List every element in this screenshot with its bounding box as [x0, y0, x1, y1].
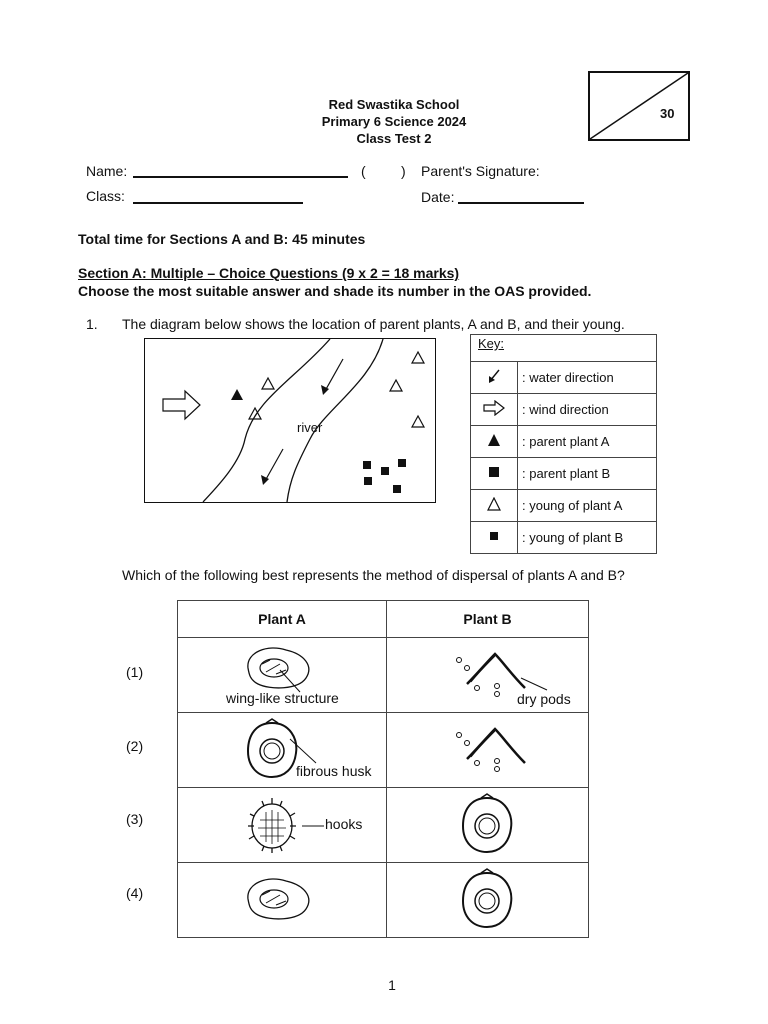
- index-paren-close: ): [401, 163, 406, 179]
- location-diagram: [144, 338, 436, 503]
- river-label: river: [297, 420, 323, 435]
- key-row: [471, 458, 657, 490]
- key-label: : parent plant A: [518, 426, 657, 458]
- wind-arrow-icon: [163, 391, 200, 419]
- winged-seed-icon: [240, 873, 320, 927]
- name-field[interactable]: [133, 176, 348, 178]
- young-plant-a-marker: [390, 380, 402, 391]
- key-table: [470, 334, 657, 554]
- hooked-fruit-icon: [240, 792, 304, 856]
- key-row: [471, 522, 657, 554]
- dry-pod-icon: [447, 719, 547, 779]
- key-label: : parent plant B: [518, 458, 657, 490]
- fibrous-fruit-icon: [455, 867, 519, 931]
- parent-plant-a-marker: [231, 389, 243, 400]
- index-paren-open: (: [361, 163, 366, 179]
- class-field[interactable]: [133, 202, 303, 204]
- option-label[interactable]: (4): [126, 885, 144, 901]
- school-name: Red Swastika School: [328, 97, 460, 112]
- option-1-plant-b: [387, 638, 589, 713]
- key-row: [471, 426, 657, 458]
- young-plant-b-marker: [393, 485, 401, 493]
- key-row: [471, 362, 657, 394]
- date-label: Date:: [421, 189, 455, 205]
- key-header-cell: [471, 335, 657, 362]
- score-box: [588, 71, 690, 141]
- young-plant-a-marker: [412, 352, 424, 363]
- option-1-plant-a: [178, 638, 387, 713]
- option-3-plant-a: [178, 788, 387, 863]
- wind-arrow-icon: [471, 394, 518, 426]
- option-label[interactable]: (3): [126, 811, 144, 827]
- page-number: 1: [388, 977, 396, 993]
- option-4-plant-b: [387, 863, 589, 938]
- water-arrow-icon: [471, 362, 518, 394]
- option-caption: wing-like structure: [226, 690, 339, 706]
- subject-title: Primary 6 Science 2024: [321, 114, 467, 129]
- fibrous-fruit-icon: [455, 792, 519, 856]
- option-row[interactable]: [178, 788, 589, 863]
- plant-b-header: Plant B: [387, 601, 589, 638]
- filled-square-icon: [471, 458, 518, 490]
- test-title: Class Test 2: [356, 131, 432, 146]
- option-row[interactable]: [178, 638, 589, 713]
- plant-a-header: Plant A: [178, 601, 387, 638]
- key-row: [471, 394, 657, 426]
- filled-triangle-icon: [471, 426, 518, 458]
- water-arrow-icon: [321, 359, 343, 395]
- question-number: 1.: [86, 316, 98, 332]
- key-label: : water direction: [518, 362, 657, 394]
- class-label: Class:: [86, 188, 125, 204]
- section-instruction: Choose the most suitable answer and shade its number in the OAS provided.: [78, 283, 592, 299]
- open-triangle-icon: [471, 490, 518, 522]
- parent-plant-b-marker: [398, 459, 406, 467]
- date-field[interactable]: [458, 202, 584, 204]
- parent-plant-b-marker: [363, 461, 371, 469]
- question-stem: The diagram below shows the location of parent plants, A and B, and their young.: [122, 316, 625, 332]
- section-title: Section A: Multiple – Choice Questions (9 x 2 = 18 marks): [78, 265, 460, 281]
- option-caption: fibrous husk: [296, 763, 372, 779]
- option-label[interactable]: (1): [126, 664, 144, 680]
- key-row: [471, 490, 657, 522]
- key-title: Key:: [478, 336, 505, 351]
- young-plant-a-marker: [262, 378, 274, 389]
- option-4-plant-a: [178, 863, 387, 938]
- map-drawing: [145, 339, 435, 502]
- key-label: : young of plant A: [518, 490, 657, 522]
- answer-table: [177, 600, 589, 938]
- young-plant-b-marker: [364, 477, 372, 485]
- option-2-plant-a: [178, 713, 387, 788]
- key-label: : young of plant B: [518, 522, 657, 554]
- young-plant-a-marker: [412, 416, 424, 427]
- parent-plant-b-marker: [381, 467, 389, 475]
- water-arrow-icon: [261, 449, 283, 485]
- time-note: Total time for Sections A and B: 45 minutes: [78, 231, 366, 247]
- option-row[interactable]: [178, 863, 589, 938]
- option-caption: dry pods: [517, 691, 571, 707]
- name-label: Name:: [86, 163, 128, 179]
- parent-signature-label: Parent's Signature:: [421, 163, 540, 179]
- option-caption: hooks: [325, 816, 363, 832]
- key-label: : wind direction: [518, 394, 657, 426]
- option-2-plant-b: [387, 713, 589, 788]
- score-total: 30: [660, 106, 675, 121]
- question-ask: Which of the following best represents the method of dispersal of plants A and B?: [122, 567, 625, 583]
- option-3-plant-b: [387, 788, 589, 863]
- option-label[interactable]: (2): [126, 738, 144, 754]
- option-row[interactable]: [178, 713, 589, 788]
- small-square-icon: [471, 522, 518, 554]
